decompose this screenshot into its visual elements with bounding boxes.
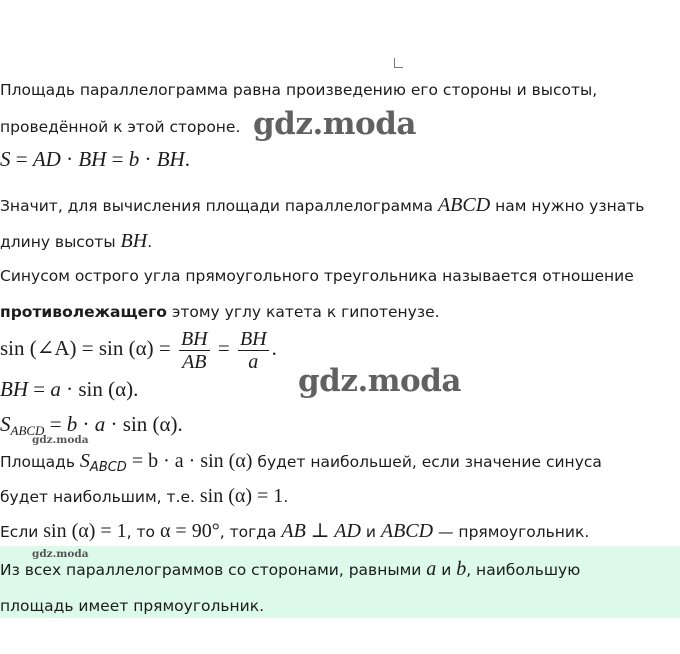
math-a: a xyxy=(426,558,437,580)
math-expression: AB ⊥ AD xyxy=(281,520,361,542)
fraction-bh-a xyxy=(238,329,269,372)
formula-period: . xyxy=(271,336,277,360)
watermark-logo: gdz.moda xyxy=(253,106,416,142)
math-expression: sin (α) = 1 xyxy=(43,520,127,542)
formula-eq: = xyxy=(153,336,176,360)
paragraph-4-text: . xyxy=(283,488,289,506)
formula-eq: = xyxy=(28,377,51,401)
sine-formula xyxy=(0,326,277,372)
formula-dot: · xyxy=(105,412,123,436)
formula-s: S xyxy=(0,147,11,171)
formula-period: . xyxy=(133,377,139,401)
formula-bh: BH xyxy=(0,377,28,401)
paragraph-5-text: , тогда xyxy=(219,523,282,541)
math-abcd: ABCD xyxy=(437,194,491,216)
fraction-bh-ab xyxy=(179,329,210,372)
conclusion-text: и xyxy=(436,561,457,579)
paragraph-3-line-2 xyxy=(0,300,440,324)
paragraph-5-text: , то xyxy=(126,523,160,541)
conclusion-text: , наибольшую xyxy=(466,561,581,579)
area-abcd-formula xyxy=(0,410,183,445)
paragraph-4-text: будет наибольшей, если значение синуса xyxy=(252,453,602,471)
formula-sin-alpha: sin (α) xyxy=(122,412,178,436)
paragraph-2-text: нам нужно узнать xyxy=(490,197,645,215)
fraction-denominator: a xyxy=(248,350,259,373)
formula-b: b xyxy=(66,412,78,436)
math-b: b xyxy=(456,558,467,580)
paragraph-2-line-2 xyxy=(0,229,152,253)
formula-eq: = xyxy=(106,147,129,171)
formula-dot: · xyxy=(77,412,95,436)
formula-dot: · xyxy=(139,147,157,171)
formula-s: S xyxy=(0,412,11,436)
paragraph-3-line-1: Синусом острого угла прямоугольного треугольника называется отношение xyxy=(0,267,634,285)
conclusion-line-2: площадь имеет прямоугольник. xyxy=(0,597,265,615)
formula-eq: = xyxy=(212,336,235,360)
paragraph-1-line-1: Площадь параллелограмма равна произведению его стороны и высоты, xyxy=(0,81,598,99)
formula-eq: = xyxy=(76,336,99,360)
formula-sin-angle: sin (∠A) xyxy=(0,336,77,360)
formula-eq: = xyxy=(10,147,33,171)
formula-sin-alpha: sin (α) xyxy=(98,336,154,360)
formula-bh: BH xyxy=(78,147,107,171)
math-expression: = b · a · sin (α) xyxy=(126,450,253,472)
fraction-numerator: BH xyxy=(239,327,267,350)
formula-a: a xyxy=(50,377,61,401)
paragraph-3-text: этому углу катета к гипотенузе. xyxy=(166,303,440,321)
bold-term: противолежащего xyxy=(0,303,167,321)
formula-dot: · xyxy=(60,147,79,171)
paragraph-2-text: . xyxy=(147,233,153,251)
math-bh: BH xyxy=(120,230,148,252)
formula-subscript: ABCD xyxy=(10,423,45,438)
watermark-logo: gdz.moda xyxy=(298,363,461,399)
formula-sin-alpha: sin (α) xyxy=(78,377,134,401)
formula-b: b xyxy=(128,147,140,171)
formula-ad: AD xyxy=(32,147,61,171)
height-formula xyxy=(0,375,138,403)
corner-mark-icon xyxy=(394,58,403,68)
paragraph-5-text: и xyxy=(360,523,381,541)
paragraph-4-text: Площадь xyxy=(0,453,80,471)
paragraph-4-line-1 xyxy=(0,449,602,473)
formula-a: a xyxy=(94,412,106,436)
area-formula xyxy=(0,145,190,173)
formula-period: . xyxy=(184,147,190,171)
formula-bh: BH xyxy=(156,147,185,171)
formula-dot: · xyxy=(60,377,79,401)
watermark-small: gdz.moda xyxy=(32,434,89,446)
fraction-denominator: AB xyxy=(182,350,207,373)
formula-period: . xyxy=(177,412,183,436)
paragraph-4-text: будет наибольшим, т.е. xyxy=(0,488,200,506)
paragraph-5-text: — прямоугольник. xyxy=(433,523,590,541)
paragraph-1-line-2: проведённой к этой стороне. xyxy=(0,118,241,136)
paragraph-5-text: Если xyxy=(0,523,44,541)
paragraph-4-line-2 xyxy=(0,484,288,508)
fraction-numerator: BH xyxy=(180,327,208,350)
math-s: S xyxy=(79,450,90,472)
math-abcd: ABCD xyxy=(380,520,434,542)
watermark-small: gdz.moda xyxy=(32,548,89,560)
paragraph-2-line-1 xyxy=(0,193,644,217)
paragraph-5-line xyxy=(0,519,589,543)
math-subscript: ABCD xyxy=(89,460,127,475)
conclusion-text: Из всех параллелограммов со сторонами, равными xyxy=(0,561,427,579)
paragraph-2-text: длину высоты xyxy=(0,233,121,251)
formula-eq: = xyxy=(44,412,67,436)
math-expression: sin (α) = 1 xyxy=(199,485,284,507)
conclusion-line-1 xyxy=(0,557,580,581)
math-expression: α = 90° xyxy=(159,520,220,542)
paragraph-2-text: Значит, для вычисления площади параллелограмма xyxy=(0,197,438,215)
